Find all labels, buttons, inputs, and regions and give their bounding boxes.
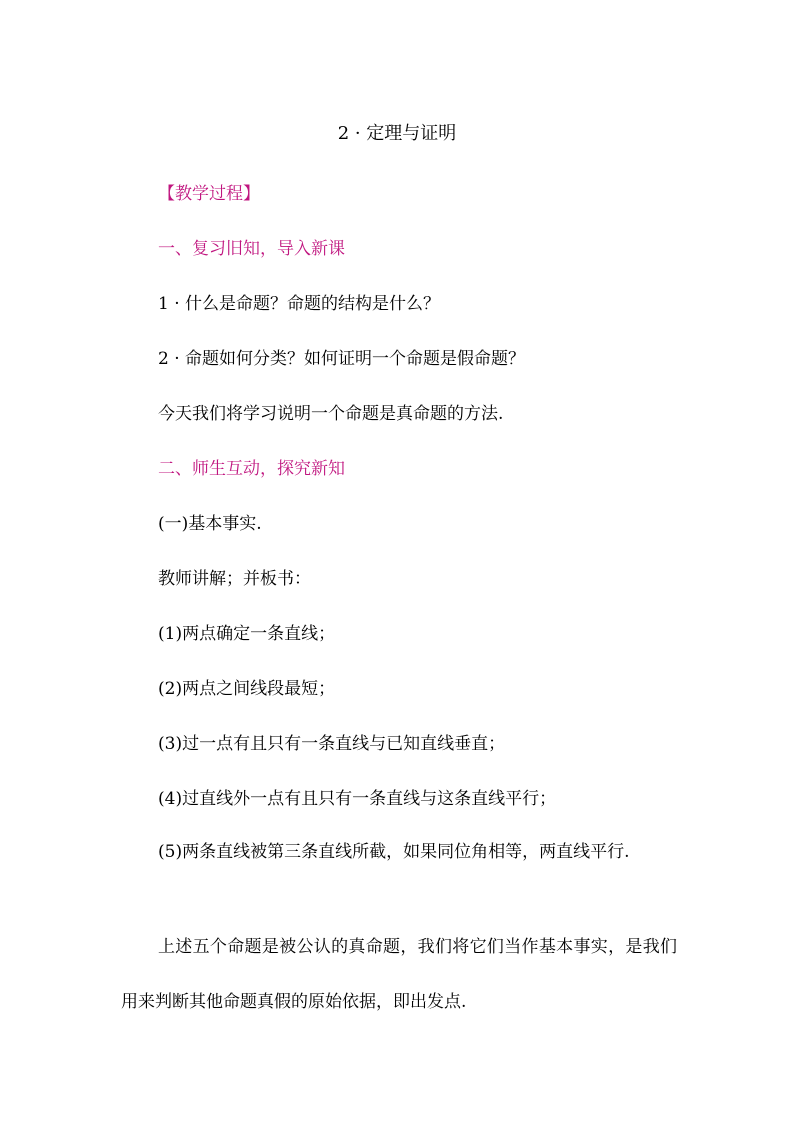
section2-heading: 二、师生互动，探究新知 — [158, 459, 345, 479]
fact-item-5: (5)两条直线被第三条直线所截，如果同位角相等，两直线平行. — [158, 842, 630, 862]
teacher-note: 教师讲解；并板书： — [158, 569, 311, 589]
review-question-2: 2 · 命题如何分类？如何证明一个命题是假命题？ — [158, 349, 526, 369]
summary-paragraph: 上述五个命题是被公认的真命题，我们将它们当作基本事实，是我们用来判断其他命题真假的原始依据，即出发点. — [121, 937, 677, 1012]
fact-item-2: (2)两点之间线段最短； — [158, 679, 336, 699]
review-question-1: 1 · 什么是命题？命题的结构是什么？ — [158, 294, 441, 314]
section-teaching-heading: 【教学过程】 — [158, 184, 260, 204]
intro-sentence: 今天我们将学习说明一个命题是真命题的方法. — [158, 404, 504, 424]
fact-item-4: (4)过直线外一点有且只有一条直线与这条直线平行； — [158, 789, 557, 809]
fact-item-3: (3)过一点有且只有一条直线与已知直线垂直； — [158, 734, 506, 754]
subsection-basic-facts: (一)基本事实. — [158, 514, 262, 534]
page-title: 2 · 定理与证明 — [337, 123, 457, 144]
fact-item-1: (1)两点确定一条直线； — [158, 624, 336, 644]
section1-heading: 一、复习旧知，导入新课 — [158, 239, 345, 259]
